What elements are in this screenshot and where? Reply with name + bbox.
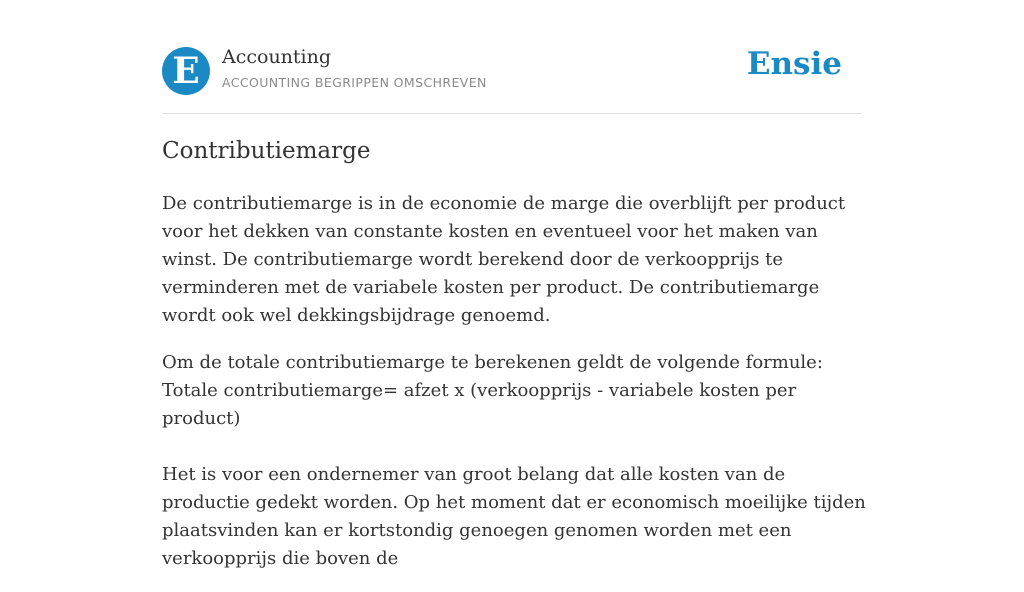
ensie-brand-logo[interactable]: Ensie — [746, 46, 842, 82]
article-body — [162, 190, 872, 592]
article-paragraph: Het is voor een ondernemer van groot belang dat alle kosten van de productie gedekt worden. Op het moment dat er economisch moeilijke tijden plaatsvinden kan er kortstondig genoegen genomen worden met een verkoopprijs die boven de — [162, 464, 866, 569]
formula-text: Totale contributiemarge= afzet x (verkoopprijs - variabele kosten per product) — [162, 380, 797, 429]
formula-block — [162, 349, 872, 573]
formula-intro: Om de totale contributiemarge te berekenen geldt de volgende formule: — [162, 352, 823, 373]
site-subtitle: ACCOUNTING BEGRIPPEN OMSCHREVEN — [222, 75, 487, 90]
page-title: Contributiemarge — [162, 138, 371, 164]
site-title-link[interactable]: Accounting — [222, 46, 332, 68]
line-break — [162, 433, 872, 461]
site-header — [162, 0, 862, 114]
site-logo-icon[interactable]: E — [162, 47, 210, 95]
article-paragraph: De contributiemarge is in de economie de marge die overblijft per product voor het dekken van constante kosten en eventueel voor het maken van winst. De contributiemarge wordt berekend door de verkoopprijs te verminderen met de variabele kosten per product. De contributiemarge wordt ook wel dekkingsbijdrage genoemd. — [162, 193, 846, 326]
page-container — [162, 0, 866, 569]
